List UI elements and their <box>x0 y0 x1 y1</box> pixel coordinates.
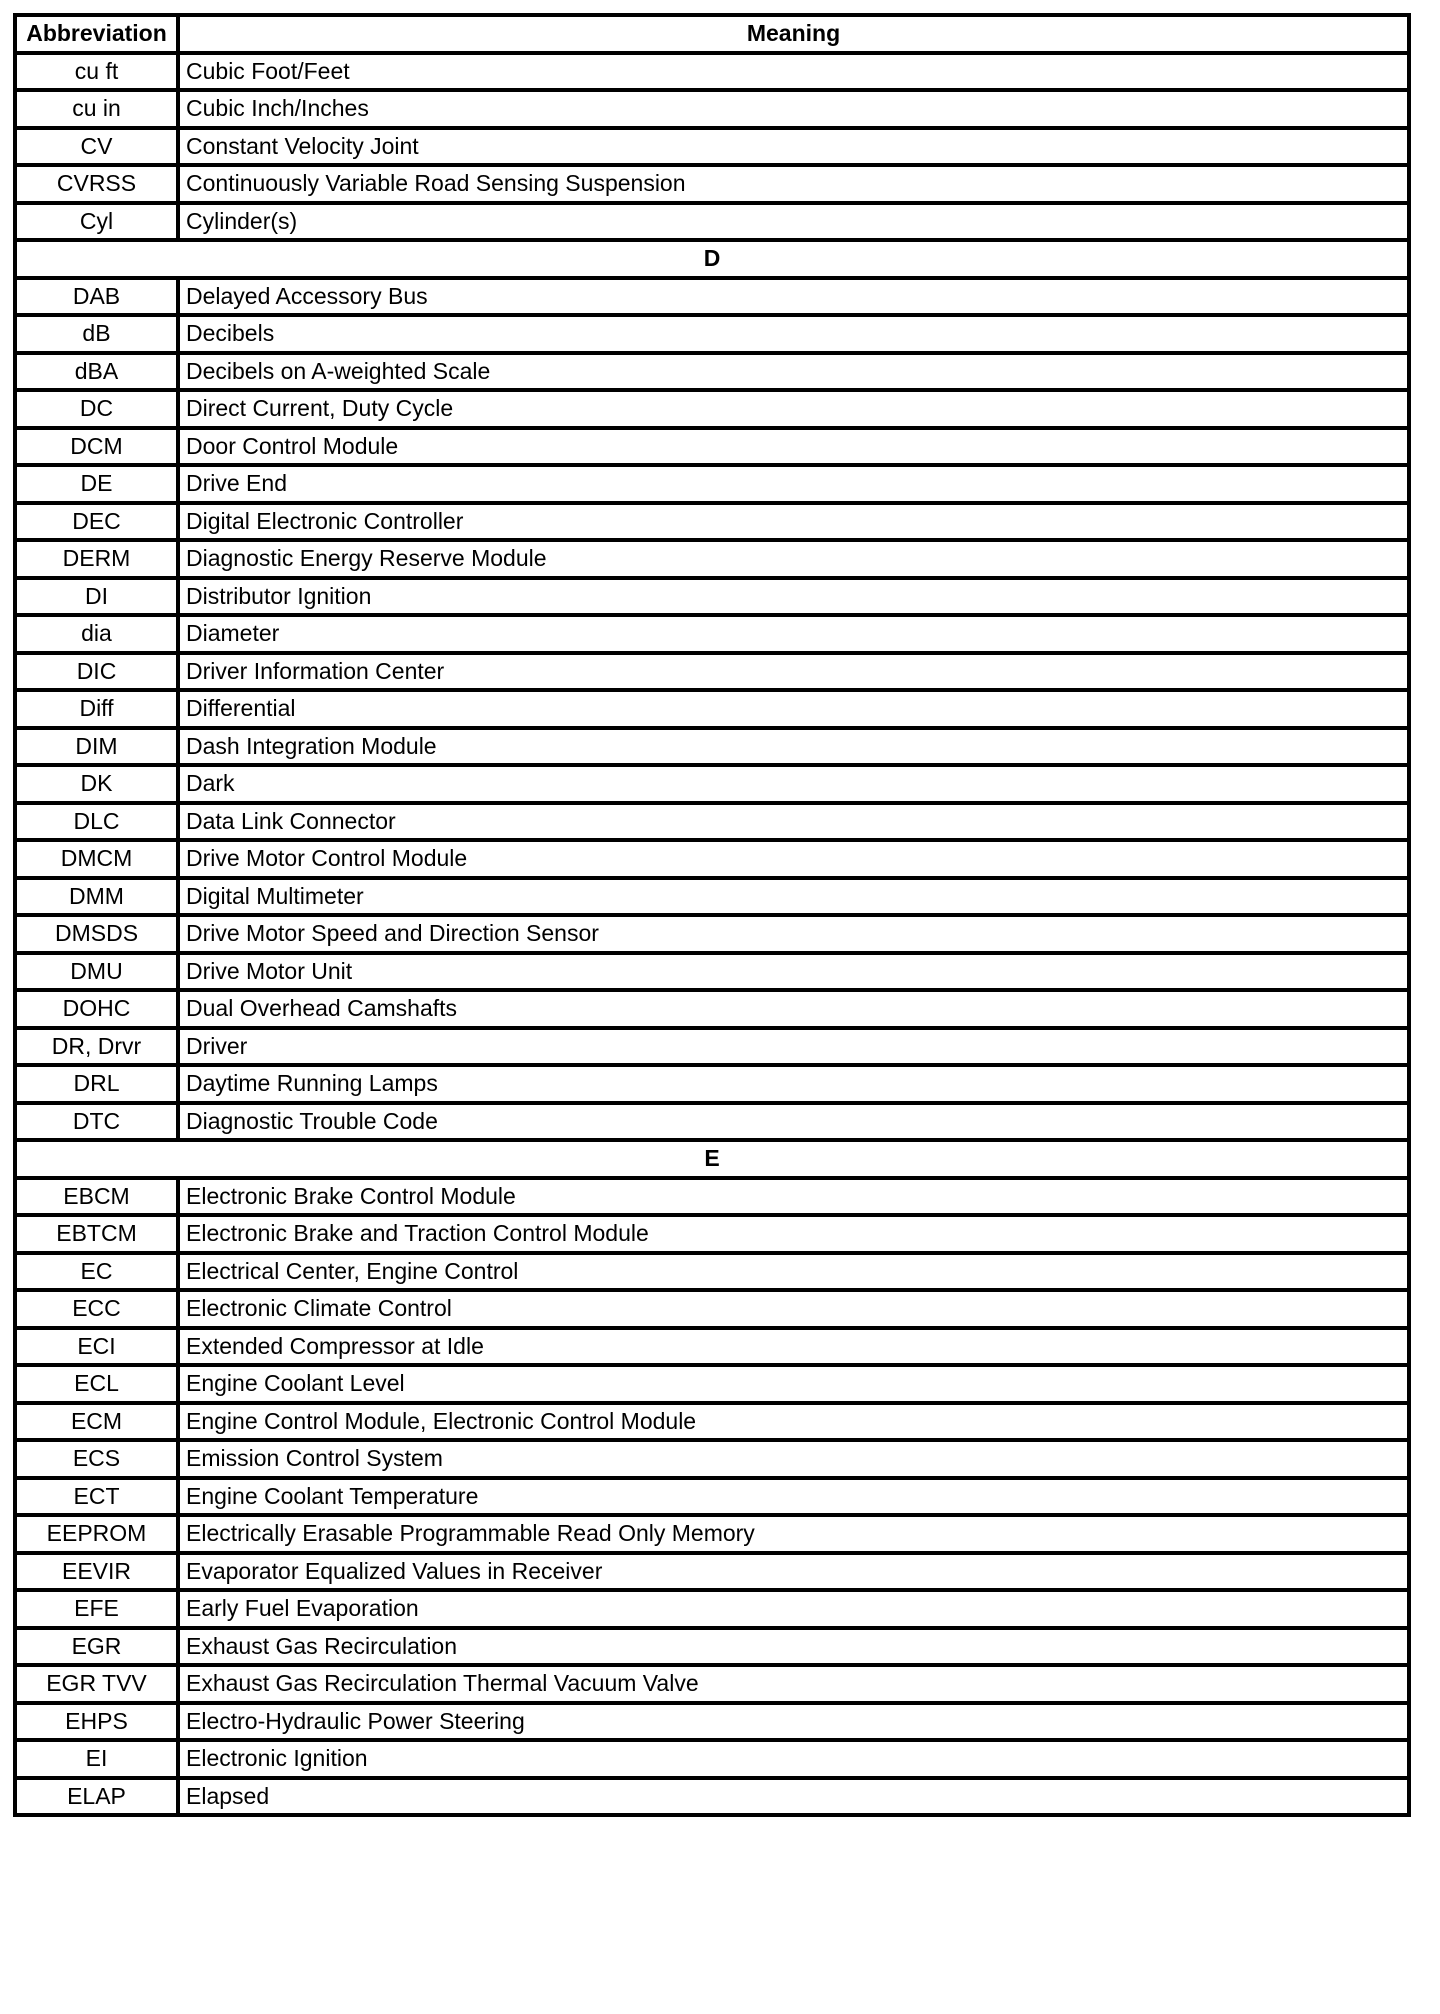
meaning-cell: Engine Coolant Temperature <box>178 1478 1409 1516</box>
table-row <box>15 1515 1409 1553</box>
table-row <box>15 765 1409 803</box>
table-row <box>15 653 1409 691</box>
meaning-cell: Exhaust Gas Recirculation <box>178 1628 1409 1666</box>
meaning-cell: Electrically Erasable Programmable Read Only Memory <box>178 1515 1409 1553</box>
header-row <box>15 15 1409 53</box>
table-row <box>15 878 1409 916</box>
abbreviation-cell: EI <box>15 1740 178 1778</box>
abbreviation-cell: ECI <box>15 1328 178 1366</box>
abbreviation-cell: ECT <box>15 1478 178 1516</box>
meaning-cell: Cubic Inch/Inches <box>178 90 1409 128</box>
section-row <box>15 240 1409 278</box>
meaning-cell: Electronic Ignition <box>178 1740 1409 1778</box>
table-row <box>15 1403 1409 1441</box>
abbreviation-table <box>13 13 1411 1817</box>
abbreviation-cell: DEC <box>15 503 178 541</box>
abbreviation-cell: EGR <box>15 1628 178 1666</box>
meaning-cell: Early Fuel Evaporation <box>178 1590 1409 1628</box>
table-row <box>15 53 1409 91</box>
meaning-cell: Drive Motor Speed and Direction Sensor <box>178 915 1409 953</box>
table-row <box>15 915 1409 953</box>
meaning-cell: Electro-Hydraulic Power Steering <box>178 1703 1409 1741</box>
meaning-cell: Distributor Ignition <box>178 578 1409 616</box>
table-row <box>15 990 1409 1028</box>
table-row <box>15 503 1409 541</box>
table-row <box>15 540 1409 578</box>
table-row <box>15 278 1409 316</box>
abbreviation-cell: DERM <box>15 540 178 578</box>
meaning-cell: Constant Velocity Joint <box>178 128 1409 166</box>
abbreviation-cell: DIM <box>15 728 178 766</box>
meaning-cell: Diagnostic Trouble Code <box>178 1103 1409 1141</box>
meaning-cell: Decibels <box>178 315 1409 353</box>
meaning-cell: Dark <box>178 765 1409 803</box>
table-row <box>15 1028 1409 1066</box>
table-row <box>15 390 1409 428</box>
abbreviation-cell: dB <box>15 315 178 353</box>
meaning-cell: Data Link Connector <box>178 803 1409 841</box>
abbreviation-cell: DI <box>15 578 178 616</box>
abbreviation-cell: dia <box>15 615 178 653</box>
abbreviation-cell: dBA <box>15 353 178 391</box>
table-row <box>15 1103 1409 1141</box>
meaning-cell: Driver Information Center <box>178 653 1409 691</box>
section-heading: D <box>15 240 1409 278</box>
table-row <box>15 428 1409 466</box>
abbreviation-cell: EEPROM <box>15 1515 178 1553</box>
meaning-cell: Engine Control Module, Electronic Control Module <box>178 1403 1409 1441</box>
meaning-cell: Daytime Running Lamps <box>178 1065 1409 1103</box>
table-row <box>15 1590 1409 1628</box>
table-row <box>15 578 1409 616</box>
meaning-cell: Electronic Brake and Traction Control Module <box>178 1215 1409 1253</box>
abbreviation-cell: EGR TVV <box>15 1665 178 1703</box>
abbreviation-cell: DR, Drvr <box>15 1028 178 1066</box>
abbreviation-cell: DMCM <box>15 840 178 878</box>
abbreviation-cell: CV <box>15 128 178 166</box>
abbreviation-cell: ECC <box>15 1290 178 1328</box>
table-row <box>15 1628 1409 1666</box>
abbreviation-cell: DMSDS <box>15 915 178 953</box>
meaning-cell: Drive Motor Unit <box>178 953 1409 991</box>
table-row <box>15 1328 1409 1366</box>
meaning-cell: Continuously Variable Road Sensing Suspension <box>178 165 1409 203</box>
meaning-cell: Evaporator Equalized Values in Receiver <box>178 1553 1409 1591</box>
table-row <box>15 803 1409 841</box>
abbreviation-cell: cu ft <box>15 53 178 91</box>
table-row <box>15 1778 1409 1816</box>
table-row <box>15 1178 1409 1216</box>
table-row <box>15 315 1409 353</box>
abbreviation-cell: DAB <box>15 278 178 316</box>
abbreviation-cell: EEVIR <box>15 1553 178 1591</box>
meaning-cell: Digital Multimeter <box>178 878 1409 916</box>
meaning-cell: Diagnostic Energy Reserve Module <box>178 540 1409 578</box>
table-header <box>15 15 1409 53</box>
meaning-cell: Dash Integration Module <box>178 728 1409 766</box>
abbreviation-cell: DOHC <box>15 990 178 1028</box>
header-meaning: Meaning <box>178 15 1409 53</box>
meaning-cell: Drive Motor Control Module <box>178 840 1409 878</box>
meaning-cell: Electrical Center, Engine Control <box>178 1253 1409 1291</box>
meaning-cell: Driver <box>178 1028 1409 1066</box>
abbreviation-cell: DMU <box>15 953 178 991</box>
abbreviation-cell: ECL <box>15 1365 178 1403</box>
section-heading: E <box>15 1140 1409 1178</box>
meaning-cell: Electronic Climate Control <box>178 1290 1409 1328</box>
table-row <box>15 953 1409 991</box>
table-row <box>15 1065 1409 1103</box>
abbreviation-cell: DMM <box>15 878 178 916</box>
abbreviation-cell: EC <box>15 1253 178 1291</box>
abbreviation-cell: DLC <box>15 803 178 841</box>
abbreviation-cell: ECM <box>15 1403 178 1441</box>
abbreviation-cell: cu in <box>15 90 178 128</box>
header-abbreviation: Abbreviation <box>15 15 178 53</box>
meaning-cell: Drive End <box>178 465 1409 503</box>
abbreviation-cell: ECS <box>15 1440 178 1478</box>
table-row <box>15 1253 1409 1291</box>
meaning-cell: Engine Coolant Level <box>178 1365 1409 1403</box>
meaning-cell: Extended Compressor at Idle <box>178 1328 1409 1366</box>
abbreviation-cell: ELAP <box>15 1778 178 1816</box>
table-row <box>15 1478 1409 1516</box>
table-row <box>15 90 1409 128</box>
meaning-cell: Delayed Accessory Bus <box>178 278 1409 316</box>
table-row <box>15 165 1409 203</box>
meaning-cell: Dual Overhead Camshafts <box>178 990 1409 1028</box>
section-row <box>15 1140 1409 1178</box>
meaning-cell: Cylinder(s) <box>178 203 1409 241</box>
abbreviation-cell: DCM <box>15 428 178 466</box>
table-row <box>15 1740 1409 1778</box>
table-row <box>15 1440 1409 1478</box>
table-row <box>15 1553 1409 1591</box>
meaning-cell: Digital Electronic Controller <box>178 503 1409 541</box>
meaning-cell: Emission Control System <box>178 1440 1409 1478</box>
meaning-cell: Electronic Brake Control Module <box>178 1178 1409 1216</box>
abbreviation-cell: EFE <box>15 1590 178 1628</box>
meaning-cell: Door Control Module <box>178 428 1409 466</box>
abbreviation-cell: EHPS <box>15 1703 178 1741</box>
table-body <box>15 53 1409 1816</box>
table-row <box>15 1365 1409 1403</box>
table-row <box>15 353 1409 391</box>
abbreviation-cell: DRL <box>15 1065 178 1103</box>
abbreviation-cell: DTC <box>15 1103 178 1141</box>
abbreviation-cell: DIC <box>15 653 178 691</box>
abbreviation-cell: EBTCM <box>15 1215 178 1253</box>
table-row <box>15 840 1409 878</box>
table-row <box>15 615 1409 653</box>
table-row <box>15 728 1409 766</box>
meaning-cell: Direct Current, Duty Cycle <box>178 390 1409 428</box>
meaning-cell: Cubic Foot/Feet <box>178 53 1409 91</box>
table-row <box>15 1665 1409 1703</box>
table-row <box>15 1703 1409 1741</box>
table-row <box>15 128 1409 166</box>
abbreviation-cell: DK <box>15 765 178 803</box>
table-row <box>15 203 1409 241</box>
table-row <box>15 465 1409 503</box>
abbreviation-cell: Diff <box>15 690 178 728</box>
abbreviation-cell: Cyl <box>15 203 178 241</box>
meaning-cell: Elapsed <box>178 1778 1409 1816</box>
abbreviation-cell: DC <box>15 390 178 428</box>
abbreviation-cell: DE <box>15 465 178 503</box>
table-row <box>15 690 1409 728</box>
abbreviation-cell: CVRSS <box>15 165 178 203</box>
meaning-cell: Decibels on A-weighted Scale <box>178 353 1409 391</box>
meaning-cell: Differential <box>178 690 1409 728</box>
abbreviation-cell: EBCM <box>15 1178 178 1216</box>
meaning-cell: Diameter <box>178 615 1409 653</box>
meaning-cell: Exhaust Gas Recirculation Thermal Vacuum Valve <box>178 1665 1409 1703</box>
table-row <box>15 1215 1409 1253</box>
table-row <box>15 1290 1409 1328</box>
